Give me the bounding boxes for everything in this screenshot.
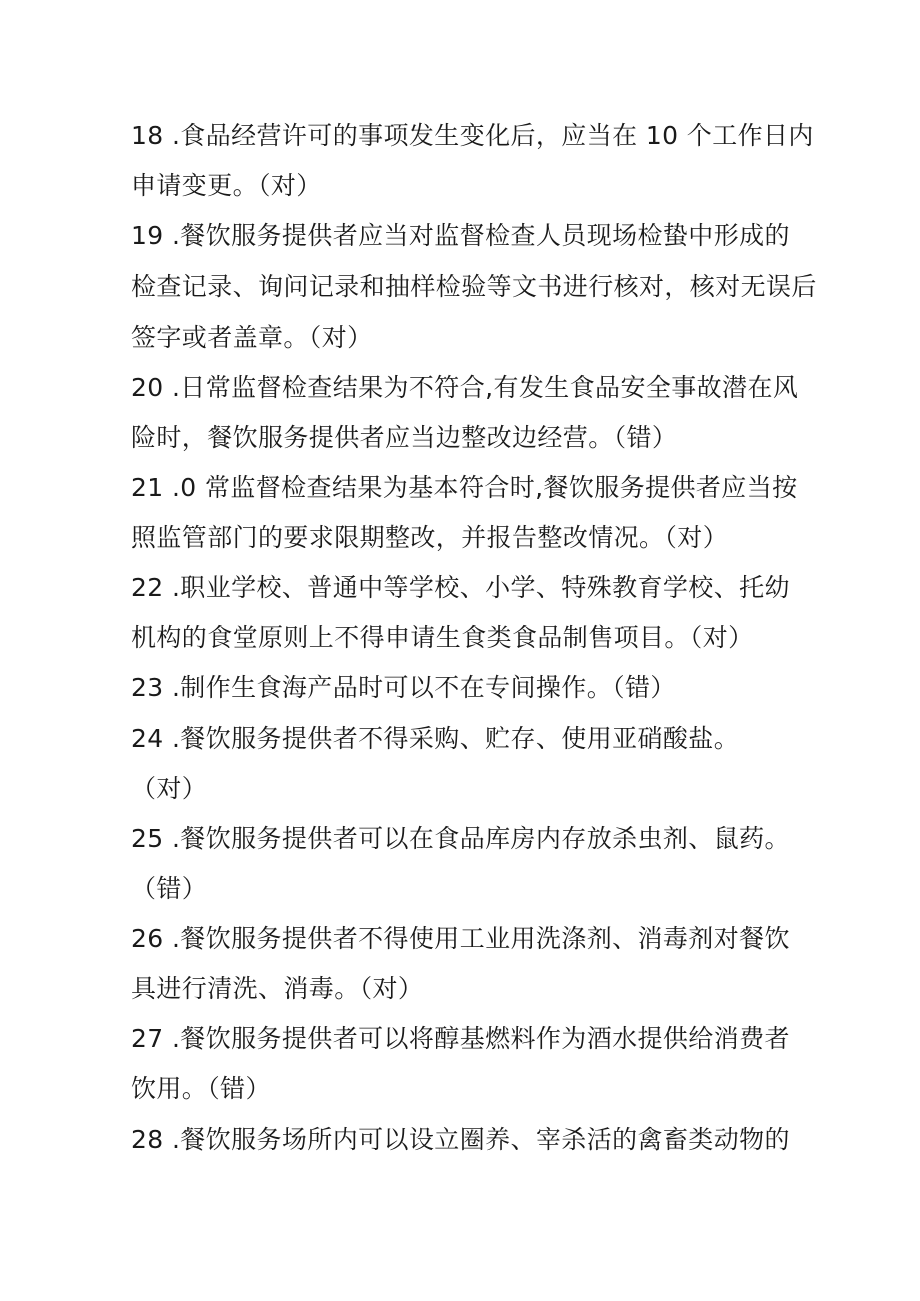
- text-line: 24 .餐饮服务提供者不得采购、贮存、使用亚硝酸盐。: [131, 724, 740, 753]
- text-line: 机构的食堂原则上不得申请生食类食品制售项目。（对）: [131, 623, 754, 652]
- text-line: 险时，餐饮服务提供者应当边整改边经营。（错）: [131, 423, 678, 452]
- text-line: 申请变更。（对）: [131, 171, 322, 200]
- text-line: 22 .职业学校、普通中等学校、小学、特殊教育学校、托幼: [131, 573, 790, 602]
- text-line: 25 .餐饮服务提供者可以在食品库房内存放杀虫剂、鼠药。: [131, 824, 790, 853]
- text-line: （对）: [131, 774, 208, 803]
- text-line: （错）: [131, 874, 208, 903]
- text-line: 检查记录、询问记录和抽样检验等文书进行核对，核对无误后: [131, 272, 817, 301]
- text-line: 18 .食品经营许可的事项发生变化后，应当在 10 个工作日内: [131, 121, 814, 150]
- text-line: 26 .餐饮服务提供者不得使用工业用洗涤剂、消毒剂对餐饮: [131, 924, 790, 953]
- text-line: 20 .日常监督检查结果为不符合,有发生食品安全事故潜在风: [131, 373, 799, 402]
- text-line: 照监管部门的要求限期整改，并报告整改情况。（对）: [131, 523, 729, 552]
- text-line: 具进行清洗、消毒。（对）: [131, 974, 424, 1003]
- text-line: 28 .餐饮服务场所内可以设立圈养、宰杀活的禽畜类动物的: [131, 1125, 790, 1154]
- text-line: 饮用。（错）: [131, 1074, 271, 1103]
- text-line: 27 .餐饮服务提供者可以将醇基燃料作为酒水提供给消费者: [131, 1024, 790, 1053]
- text-line: 23 .制作生食海产品时可以不在专间操作。（错）: [131, 673, 676, 702]
- text-line: 21 .0 常监督检查结果为基本符合时,餐饮服务提供者应当按: [131, 473, 798, 502]
- text-line: 签字或者盖章。（对）: [131, 323, 373, 352]
- text-line: 19 .餐饮服务提供者应当对监督检查人员现场检蛰中形成的: [131, 221, 790, 250]
